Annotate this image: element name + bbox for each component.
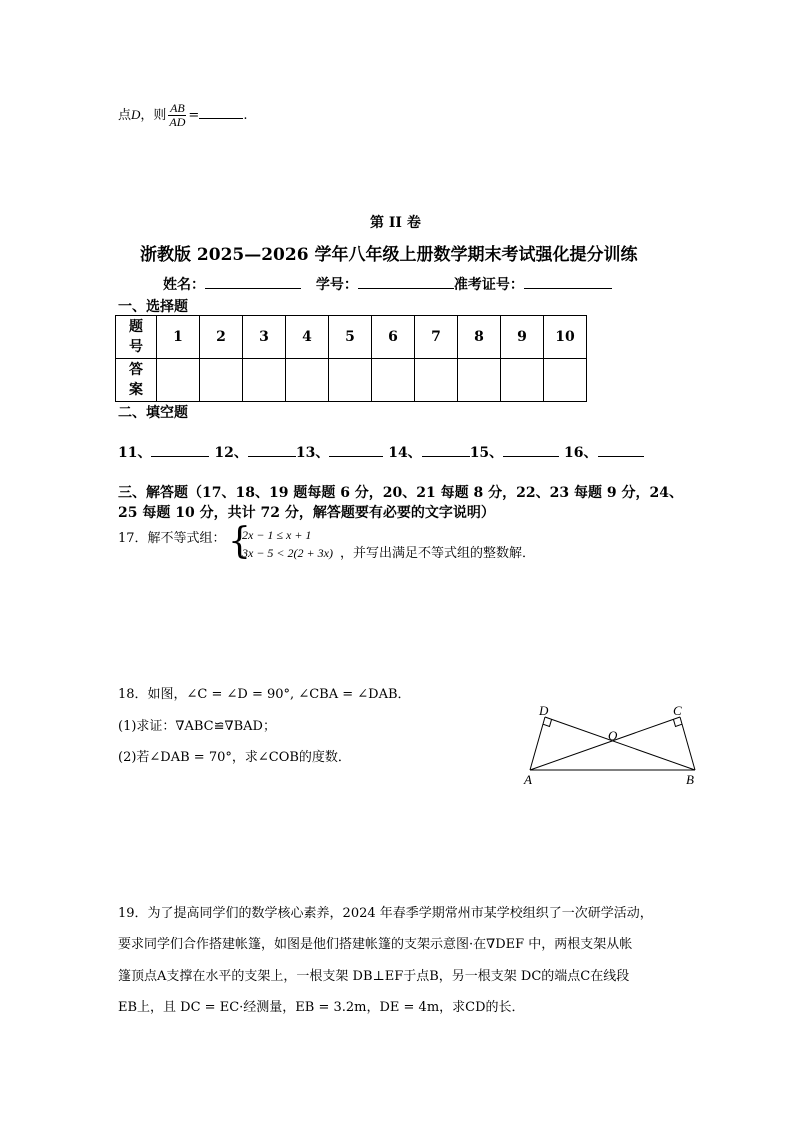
label-o: O	[608, 728, 618, 743]
number-cell: 6	[372, 316, 415, 359]
table-row-answers	[116, 359, 587, 402]
exam-no-label: 准考证号：	[453, 277, 524, 293]
number-cell: 5	[329, 316, 372, 359]
question-17	[118, 528, 226, 547]
segment-ad	[530, 717, 545, 770]
blank-12	[248, 444, 296, 457]
segment-ac	[530, 717, 680, 770]
blank-16	[598, 444, 644, 457]
q18-figure	[520, 702, 720, 792]
answer-cell[interactable]	[200, 359, 243, 402]
fraction-numerator: AB	[170, 101, 185, 115]
blank-11	[151, 444, 209, 457]
blank-label-15: 15、	[469, 445, 504, 461]
section-fill-heading: 二、填空题	[118, 405, 188, 421]
blank-14	[422, 444, 470, 457]
name-blank	[205, 276, 301, 289]
top-prefix: 点	[118, 108, 132, 123]
answer-cell[interactable]	[157, 359, 200, 402]
blank-label-13: 13、	[295, 445, 330, 461]
segment-db	[545, 717, 695, 770]
fill-blank-row	[118, 442, 644, 462]
q17-prefix: 17．解不等式组：	[118, 531, 226, 546]
q17-ineq-1: 2x − 1 ≤ x + 1	[242, 528, 312, 542]
blank-label-14: 14、	[388, 445, 422, 461]
answer-cell[interactable]	[372, 359, 415, 402]
answer-table	[115, 315, 587, 402]
student-no-blank	[358, 276, 454, 289]
ratio-fraction	[168, 102, 186, 129]
period: .	[243, 108, 248, 123]
number-cell: 8	[458, 316, 501, 359]
var-d: D	[131, 107, 141, 122]
blank-label-11: 11、	[118, 445, 152, 461]
answer-cell[interactable]	[544, 359, 587, 402]
answer-cell[interactable]	[501, 359, 544, 402]
number-cell: 4	[286, 316, 329, 359]
q17-ineq-2: 3x − 5 < 2(2 + 3x)	[242, 546, 333, 560]
number-cell: 3	[243, 316, 286, 359]
table-row-numbers	[116, 316, 587, 359]
label-d: D	[539, 703, 549, 718]
section-solve-heading-line1: 三、解答题（17、18、19 题每题 6 分，20、21 每题 8 分，22、23 每题 9 分，24、	[118, 485, 683, 501]
blank-label-12: 12、	[214, 445, 248, 461]
q18-line3: (2)若∠DAB = 70°，求∠COB的度数．	[118, 750, 351, 765]
volume-label: 第 II 卷	[370, 215, 421, 231]
number-cell: 9	[501, 316, 544, 359]
section-choice-heading: 一、选择题	[118, 299, 188, 315]
student-info-row	[163, 274, 612, 294]
student-no-label: 学号：	[315, 277, 358, 293]
q18-line2: (1)求证：∇ABC≌∇BAD；	[118, 719, 276, 734]
left-brace: {	[228, 521, 251, 562]
q18-line1: 18．如图，∠C = ∠D = 90°, ∠CBA = ∠DAB．	[118, 687, 411, 702]
number-cell: 1	[157, 316, 200, 359]
q19-line3: 篷顶点A支撑在水平的支架上，一根支架 DB⊥EF于点B，另一根支架 DC的端点C在线段	[118, 969, 630, 984]
equals-sign: =	[188, 108, 200, 123]
top-question-fragment	[118, 102, 247, 129]
blank-label-16: 16、	[564, 445, 598, 461]
q19-line1: 19．为了提高同学们的数学核心素养，2024 年春季学期常州市某学校组织了一次研学活动，	[118, 906, 653, 921]
answer-cell[interactable]	[415, 359, 458, 402]
fraction-denominator: AD	[169, 115, 186, 129]
label-a: A	[524, 772, 532, 787]
top-then: ，则	[140, 108, 167, 123]
paper-title: 浙教版 2025—2026 学年八年级上册数学期末考试强化提分训练	[140, 245, 638, 265]
header-cell-number: 题 号	[116, 316, 157, 359]
label-c: C	[673, 703, 682, 718]
q19-line4: EB上，且 DC = EC·经测量，EB = 3.2m，DE = 4m，求CD的长．	[118, 1000, 525, 1015]
header-cell-answer: 答 案	[116, 359, 157, 402]
label-b: B	[686, 772, 694, 787]
answer-blank	[199, 106, 243, 119]
answer-cell[interactable]	[329, 359, 372, 402]
number-cell: 2	[200, 316, 243, 359]
q19-line2: 要求同学们合作搭建帐篷，如图是他们搭建帐篷的支架示意图·在∇DEF 中，两根支架从帐	[118, 937, 633, 952]
answer-cell[interactable]	[243, 359, 286, 402]
answer-cell[interactable]	[286, 359, 329, 402]
q17-suffix: ，并写出满足不等式组的整数解．	[340, 546, 536, 561]
segment-cb	[680, 717, 695, 770]
number-cell: 10	[544, 316, 587, 359]
number-cell: 7	[415, 316, 458, 359]
section-solve-heading-line2: 25 每题 10 分，共计 72 分，解答题要有必要的文字说明）	[118, 505, 495, 521]
blank-15	[503, 444, 559, 457]
answer-cell[interactable]	[458, 359, 501, 402]
name-label: 姓名：	[163, 277, 205, 293]
exam-no-blank	[524, 276, 612, 289]
blank-13	[329, 444, 383, 457]
